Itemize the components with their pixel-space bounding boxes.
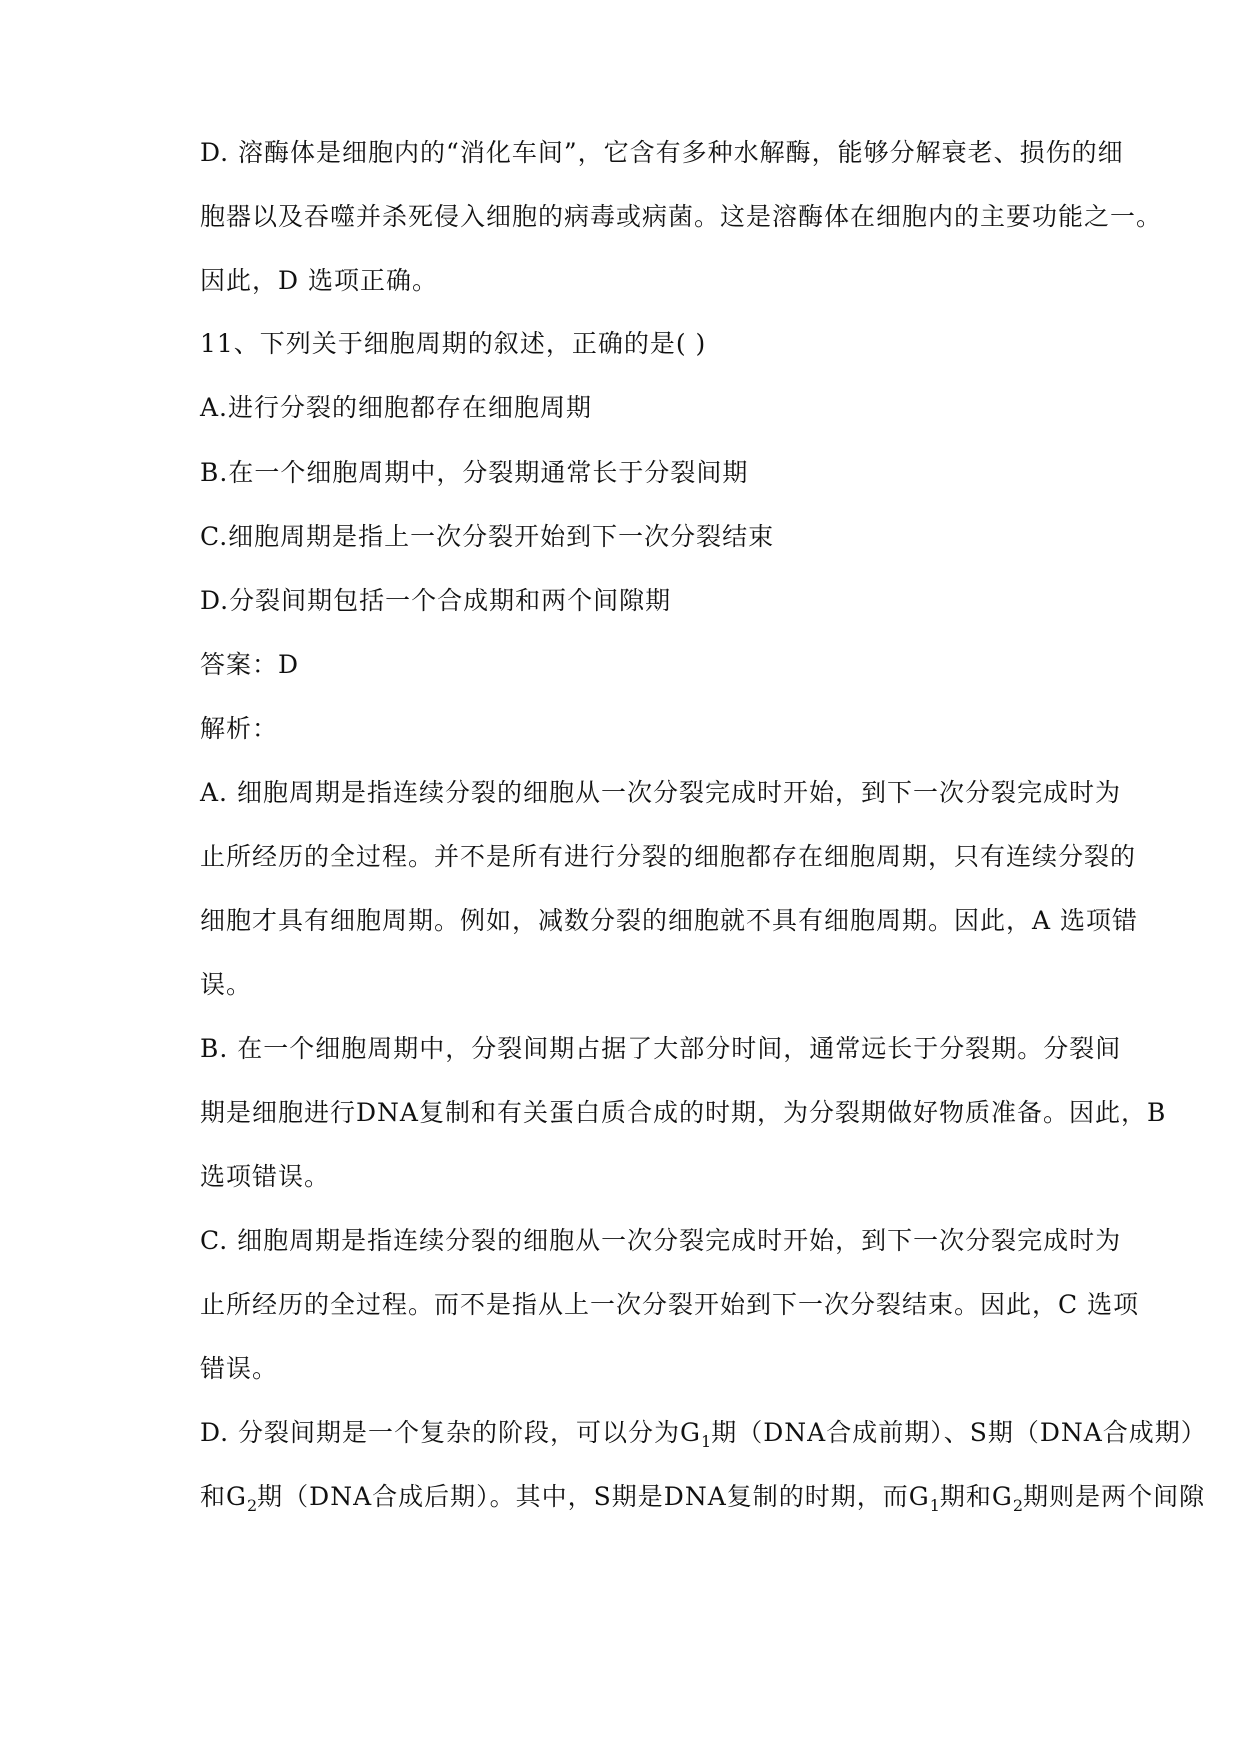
subscript: 2	[1012, 1496, 1024, 1515]
answer-line: 答案：D	[200, 650, 300, 679]
text-line: 因此，D 选项正确。	[200, 266, 438, 295]
text-line: C. 细胞周期是指连续分裂的细胞从一次分裂完成时开始，到下一次分裂完成时为	[200, 1226, 1122, 1255]
text-line: 止所经历的全过程。并不是所有进行分裂的细胞都存在细胞周期，只有连续分裂的	[200, 842, 1137, 871]
subscript: 1	[701, 1432, 712, 1451]
subscript: 2	[246, 1496, 258, 1515]
text-segment: 期（DNA合成前期）、S期（DNA合成期）	[711, 1418, 1207, 1447]
text-line: 胞器以及吞噬并杀死侵入细胞的病毒或病菌。这是溶酶体在细胞内的主要功能之一。	[200, 202, 1163, 231]
text-line: 止所经历的全过程。而不是指从上一次分裂开始到下一次分裂结束。因此，C 选项	[200, 1290, 1140, 1319]
text-line: 选项错误。	[200, 1162, 331, 1191]
text-line-with-subscripts	[200, 1416, 1207, 1459]
text-segment: 期则是两个间隙	[1023, 1482, 1206, 1511]
text-line-with-subscripts	[200, 1480, 1206, 1523]
text-line: D. 溶酶体是细胞内的“消化车间”，它含有多种水解酶，能够分解衰老、损伤的细	[200, 138, 1124, 167]
subscript: 1	[929, 1496, 940, 1515]
text-segment: 期（DNA合成后期）。其中，S期是DNA复制的时期，而G	[257, 1482, 930, 1511]
text-segment: 期和G	[939, 1482, 1013, 1511]
text-line: 错误。	[200, 1354, 279, 1383]
text-line: B. 在一个细胞周期中，分裂间期占据了大部分时间，通常远长于分裂期。分裂间	[200, 1034, 1122, 1063]
text-line: 期是细胞进行DNA复制和有关蛋白质合成的时期，为分裂期做好物质准备。因此，B	[200, 1098, 1167, 1127]
option-b: B.在一个细胞周期中，分裂期通常长于分裂间期	[200, 458, 749, 487]
question-title: 11、下列关于细胞周期的叙述，正确的是( )	[200, 329, 707, 358]
text-line: A. 细胞周期是指连续分裂的细胞从一次分裂完成时开始，到下一次分裂完成时为	[200, 778, 1121, 807]
text-line: 误。	[200, 970, 253, 999]
option-c: C.细胞周期是指上一次分裂开始到下一次分裂结束	[200, 522, 775, 551]
option-a: A.进行分裂的细胞都存在细胞周期	[200, 393, 593, 422]
text-segment: 和G	[200, 1482, 247, 1511]
text-segment: D. 分裂间期是一个复杂的阶段，可以分为G	[200, 1418, 702, 1447]
analysis-heading: 解析：	[200, 714, 279, 743]
text-line: 细胞才具有细胞周期。例如，减数分裂的细胞就不具有细胞周期。因此，A 选项错	[200, 906, 1139, 935]
option-d: D.分裂间期包括一个合成期和两个间隙期	[200, 586, 672, 615]
